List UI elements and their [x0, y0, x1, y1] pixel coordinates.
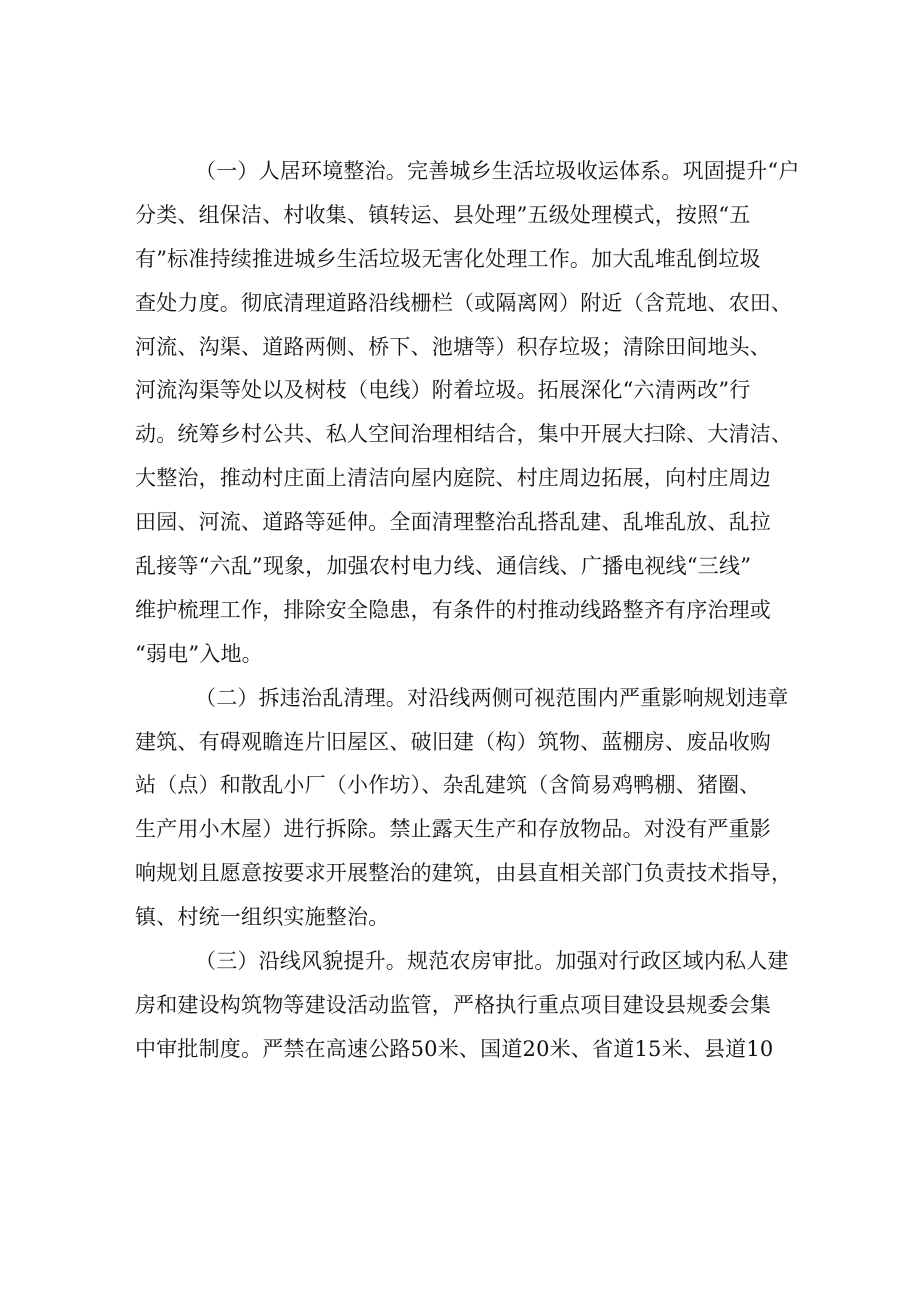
- text-line: 维护梳理工作，排除安全隐患，有条件的村推动线路整齐有序治理或: [135, 597, 771, 622]
- text-line: 分类、组保洁、村收集、镇转运、县处理”五级处理模式，按照“五: [135, 202, 751, 227]
- text-line: 乱接等“六乱”现象，加强农村电力线、通信线、广播电视线“三线”: [135, 554, 752, 579]
- paragraph-demolition-cleanup: [135, 677, 793, 940]
- text-line: 有”标准持续推进城乡生活垃圾无害化处理工作。加大乱堆乱倒垃圾: [135, 246, 761, 271]
- text-line: 田园、河流、道路等延伸。全面清理整治乱搭乱建、乱堆乱放、乱拉: [135, 510, 771, 535]
- text-line: 镇、村统一组织实施整治。: [135, 905, 390, 930]
- text-line: 大整治，推动村庄面上清洁向屋内庭院、村庄周边拓展，向村庄周边: [135, 466, 771, 491]
- text-line: 河流沟渠等处以及树枝（电线）附着垃圾。拓展深化“六清两改”行: [135, 378, 751, 403]
- text-line: “弱电”入地。: [135, 641, 263, 666]
- paragraph-roadside-landscape: [135, 940, 790, 1072]
- document-body: [135, 150, 800, 1072]
- text-line: 查处力度。彻底清理道路沿线栅栏（或隔离网）附近（含荒地、农田、: [135, 290, 793, 315]
- text-line: （二）拆违治乱清理。对沿线两侧可视范围内严重影响规划违章: [195, 685, 789, 710]
- paragraph-environment-improvement: [135, 150, 800, 677]
- text-line: 站（点）和散乱小厂（小作坊）、杂乱建筑（含简易鸡鸭棚、猪圈、: [135, 773, 761, 798]
- text-line: 河流、沟渠、道路两侧、桥下、池塘等）积存垃圾；清除田间地头、: [135, 334, 771, 359]
- text-line: 建筑、有碍观瞻连片旧屋区、破旧建（构）筑物、蓝棚房、废品收购: [135, 729, 771, 754]
- text-line: 动。统筹乡村公共、私人空间治理相结合，集中开展大扫除、大清洁、: [135, 422, 793, 447]
- text-line: 中审批制度。严禁在高速公路50米、国道20米、省道15米、县道10: [135, 1036, 774, 1061]
- text-line: （一）人居环境整治。完善城乡生活垃圾收运体系。巩固提升“户: [195, 159, 800, 183]
- text-line: （三）沿线风貌提升。规范农房审批。加强对行政区域内私人建: [195, 949, 789, 974]
- text-line: 房和建设构筑物等建设活动监管，严格执行重点项目建设县规委会集: [135, 992, 771, 1017]
- text-line: 响规划且愿意按要求开展整治的建筑，由县直相关部门负责技术指导，: [135, 861, 793, 886]
- text-line: 生产用小木屋）进行拆除。禁止露天生产和存放物品。对没有严重影: [135, 817, 771, 842]
